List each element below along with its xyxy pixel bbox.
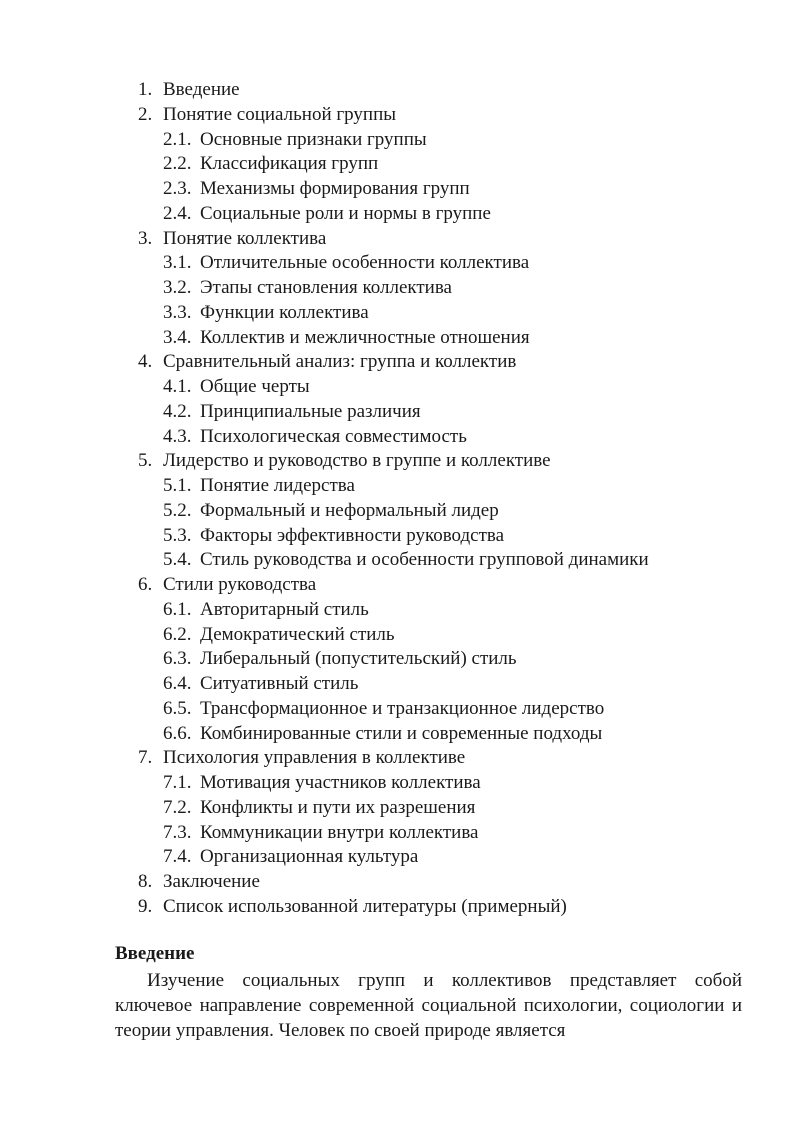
toc-number: 6.4.	[163, 673, 192, 694]
toc-label: Коллектив и межличностные отношения	[200, 326, 530, 348]
toc-number: 3.1.	[163, 252, 192, 274]
toc-subsection	[138, 251, 649, 276]
toc-number: 2.4.	[163, 202, 192, 224]
toc-label: Мотивация участников коллектива	[200, 772, 481, 793]
toc-number: 4.1.	[163, 376, 192, 397]
toc-label: Заключение	[163, 871, 260, 892]
toc-number: 9.	[138, 895, 153, 917]
toc-number: 2.3.	[163, 178, 192, 199]
toc-label: Этапы становления коллектива	[200, 277, 452, 298]
toc-number: 7.1.	[163, 772, 192, 793]
toc-subsection	[138, 499, 649, 524]
toc-label: Трансформационное и транзакционное лидерство	[200, 697, 605, 719]
toc-number: 2.2.	[163, 153, 192, 175]
toc-subsection	[138, 796, 649, 821]
toc-subsection	[138, 425, 649, 450]
toc-label: Организационная культура	[200, 846, 419, 868]
toc-label: Стиль руководства и особенности групповой динамики	[200, 549, 649, 571]
toc-subsection	[138, 623, 649, 648]
toc-subsection	[138, 128, 649, 153]
toc-subsection	[138, 845, 649, 870]
toc-subsection	[138, 647, 649, 672]
toc-section	[138, 746, 649, 771]
toc-number: 3.	[138, 227, 153, 249]
toc-label: Функции коллектива	[200, 301, 369, 323]
toc-number: 7.2.	[163, 796, 192, 818]
toc-subsection	[138, 276, 649, 301]
toc-label: Социальные роли и нормы в группе	[200, 202, 491, 224]
toc-label: Психология управления в коллективе	[163, 747, 466, 769]
toc-number: 6.1.	[163, 598, 192, 620]
toc-number: 6.5.	[163, 697, 192, 719]
toc-label: Принципиальные различия	[200, 400, 421, 422]
toc-subsection	[138, 672, 649, 697]
toc-subsection	[138, 548, 649, 573]
toc-subsection	[138, 697, 649, 722]
toc-number: 4.	[138, 351, 153, 373]
toc-subsection	[138, 326, 649, 351]
toc-label: Ситуативный стиль	[200, 673, 359, 694]
toc-label: Лидерство и руководство в группе и коллективе	[163, 450, 551, 472]
toc-label: Механизмы формирования групп	[200, 178, 470, 199]
toc-subsection	[138, 400, 649, 425]
toc-number: 6.3.	[163, 648, 192, 670]
toc-subsection	[138, 202, 649, 227]
toc-number: 2.	[138, 103, 153, 125]
toc-label: Авторитарный стиль	[200, 598, 369, 620]
toc-subsection	[138, 771, 649, 796]
toc-subsection	[138, 375, 649, 400]
toc-subsection	[138, 722, 649, 747]
toc-label: Сравнительный анализ: группа и коллектив	[163, 351, 517, 373]
toc-number: 4.2.	[163, 400, 192, 422]
toc-label: Психологическая совместимость	[200, 425, 467, 447]
toc-number: 8.	[138, 871, 153, 892]
section-heading: Введение	[115, 943, 195, 964]
toc-label: Комбинированные стили и современные подходы	[200, 722, 603, 744]
toc-subsection	[138, 598, 649, 623]
toc-subsection	[138, 152, 649, 177]
toc-label: Факторы эффективности руководства	[200, 524, 505, 546]
toc-label: Классификация групп	[200, 153, 379, 175]
toc-label: Понятие коллектива	[163, 227, 327, 249]
toc-subsection	[138, 301, 649, 326]
toc-section	[138, 350, 649, 375]
toc-label: Список использованной литературы (примерный)	[163, 895, 567, 917]
toc-number: 5.	[138, 450, 153, 472]
toc-number: 7.4.	[163, 846, 192, 868]
toc-number: 1.	[138, 79, 153, 100]
toc-label: Введение	[163, 79, 240, 100]
toc-label: Основные признаки группы	[200, 128, 427, 150]
toc-section	[138, 78, 649, 103]
toc-number: 5.2.	[163, 499, 192, 521]
table-of-contents	[138, 78, 649, 920]
toc-label: Стили руководства	[163, 574, 317, 595]
toc-label: Понятие лидерства	[200, 475, 355, 496]
toc-label: Либеральный (попустительский) стиль	[200, 648, 517, 670]
toc-section	[138, 895, 649, 920]
toc-number: 3.4.	[163, 326, 192, 348]
toc-section	[138, 227, 649, 252]
toc-section	[138, 870, 649, 895]
toc-label: Демократический стиль	[200, 623, 395, 645]
toc-number: 3.3.	[163, 301, 192, 323]
toc-subsection	[138, 474, 649, 499]
toc-label: Формальный и неформальный лидер	[200, 499, 499, 521]
toc-number: 4.3.	[163, 425, 192, 447]
toc-section	[138, 573, 649, 598]
toc-number: 7.	[138, 747, 153, 769]
toc-number: 6.6.	[163, 722, 192, 744]
toc-label: Общие черты	[200, 376, 310, 397]
toc-subsection	[138, 821, 649, 846]
toc-subsection	[138, 177, 649, 202]
toc-number: 7.3.	[163, 821, 192, 843]
toc-number: 5.3.	[163, 524, 192, 546]
toc-label: Конфликты и пути их разрешения	[200, 796, 476, 818]
toc-section	[138, 449, 649, 474]
toc-number: 5.1.	[163, 475, 192, 496]
toc-number: 6.2.	[163, 623, 192, 645]
toc-number: 6.	[138, 574, 153, 595]
toc-number: 2.1.	[163, 128, 192, 150]
toc-section	[138, 103, 649, 128]
toc-label: Понятие социальной группы	[163, 103, 397, 125]
toc-number: 5.4.	[163, 549, 192, 571]
introduction-paragraph: Изучение социальных групп и коллективов представляет собой ключевое направление современной социальной психологии, социологии и теории управления. Человек по своей природе является	[115, 970, 742, 1041]
toc-number: 3.2.	[163, 277, 192, 298]
toc-label: Отличительные особенности коллектива	[200, 252, 530, 274]
toc-subsection	[138, 524, 649, 549]
toc-label: Коммуникации внутри коллектива	[200, 821, 479, 843]
